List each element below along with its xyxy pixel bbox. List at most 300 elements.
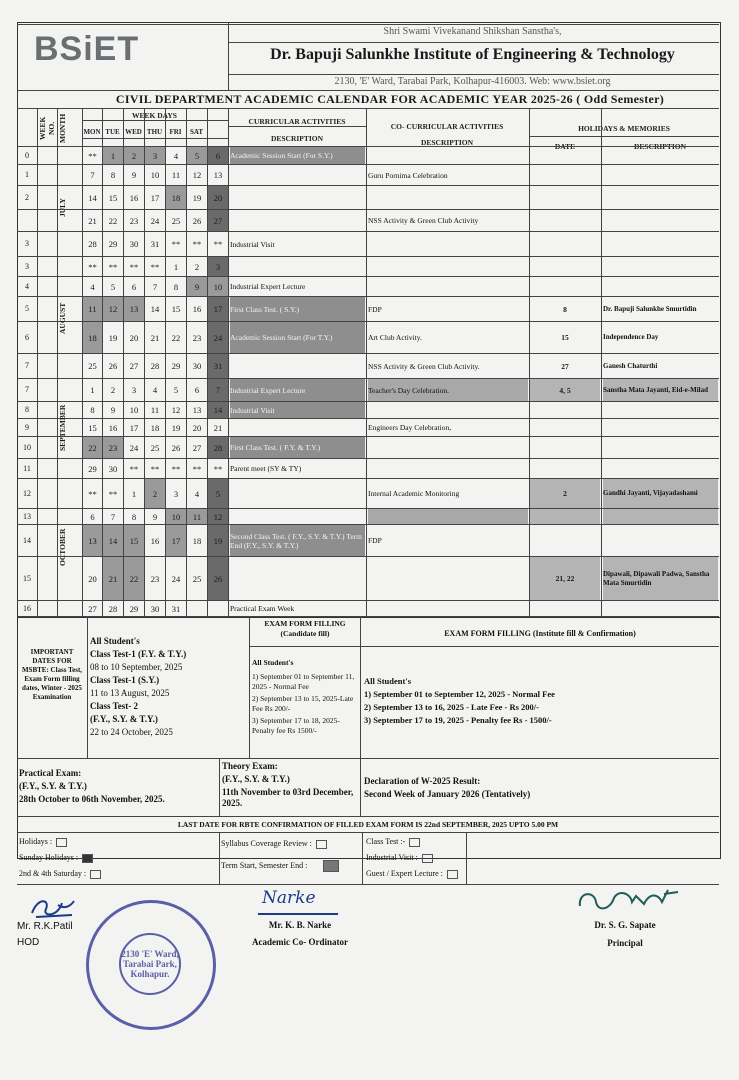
curricular-activity	[230, 419, 365, 436]
holiday-description	[603, 277, 718, 296]
co-curricular-activity: Teacher's Day Celebration.	[368, 379, 528, 401]
day-cell: 7	[90, 170, 95, 180]
day-cell: **	[213, 239, 223, 249]
holidays-swatch	[56, 838, 67, 847]
grid-line	[82, 120, 228, 121]
day-cell: 18	[150, 422, 160, 433]
day-cell: 5	[187, 147, 207, 164]
day-cell: 27	[192, 442, 202, 453]
ct1-sy: Class Test-1 (S.Y.)	[90, 675, 160, 685]
industrial-swatch	[422, 854, 433, 863]
day-cell: 20	[129, 332, 139, 343]
day-cell: **	[150, 261, 160, 272]
holiday-description	[603, 437, 718, 458]
day-cell: 9	[152, 511, 158, 522]
ct1-sy-date: 11 to 13 August, 2025	[90, 688, 170, 698]
week-number: 3	[25, 261, 29, 271]
grid-line	[82, 138, 228, 139]
day-cell: 14	[88, 192, 97, 203]
day-cell: 2	[110, 385, 116, 395]
day-cell: 8	[90, 405, 95, 415]
rule	[219, 758, 220, 816]
month-header: MONTH	[58, 113, 67, 143]
legend-holidays: Holidays :	[19, 836, 67, 847]
result-title: Declaration of W-2025 Result:	[364, 776, 481, 786]
holiday-description: Gandhi Jayanti, Vijayadashami	[603, 479, 718, 508]
day-cell: 15	[88, 422, 97, 433]
day-cell: 28	[88, 239, 97, 249]
holiday-date	[530, 459, 600, 478]
day-cell: **	[88, 150, 97, 161]
co-curricular-activity	[368, 186, 528, 209]
curricular-activity	[230, 186, 365, 209]
holiday-date	[530, 419, 600, 436]
day-header: TUE	[105, 128, 120, 136]
legend-sunday: Sunday Holidays :	[19, 852, 93, 863]
month-september: SEPTEMBER	[58, 404, 67, 451]
curricular-activity	[230, 509, 365, 524]
week-number: 13	[23, 511, 31, 521]
day-cell: 5	[173, 385, 179, 395]
day-cell: 2	[145, 479, 165, 508]
day-cell: 23	[150, 573, 160, 584]
week-number: 3	[25, 239, 29, 248]
day-cell: 7	[208, 379, 228, 401]
co-curricular-activity: FDP	[368, 536, 382, 545]
holiday-description: Dipawali, Dipawali Padwa, Sanstha Mata Smurtidin	[603, 557, 718, 600]
day-cell: 17	[166, 525, 186, 556]
day-header: MON	[83, 128, 101, 136]
day-cell: 20	[88, 573, 97, 584]
date-header: DATE	[554, 142, 576, 151]
day-cell: 2	[124, 147, 144, 164]
holiday-date	[530, 525, 600, 556]
day-header: SAT	[189, 128, 204, 136]
curricular-activity	[230, 557, 365, 600]
day-cell: 14	[103, 525, 123, 556]
week-number: 8	[25, 405, 29, 414]
holiday-description	[603, 459, 718, 478]
day-cell: 9	[187, 277, 207, 296]
week-number: 11	[23, 463, 31, 473]
form-candidate-students: All Student's	[252, 658, 294, 667]
day-cell: 1	[90, 385, 95, 395]
day-cell: 22	[83, 437, 102, 458]
day-cell: 8	[131, 511, 137, 522]
holiday-date	[530, 277, 600, 296]
day-cell: 7	[152, 281, 158, 292]
form-candidate-1: 1) September 01 to September 11, 2025 - Normal Fee	[252, 672, 355, 691]
sunday-swatch	[82, 854, 93, 863]
day-cell: 6	[208, 147, 228, 164]
calendar-title: CIVIL DEPARTMENT ACADEMIC CALENDAR FOR ACADEMIC YEAR 2025-26 ( Odd Semester)	[115, 92, 665, 106]
principal-role: Principal	[607, 938, 643, 948]
principal-name: Dr. S. G. Sapate	[594, 920, 656, 930]
day-cell: 28	[108, 603, 118, 614]
holiday-date	[530, 147, 600, 164]
curricular-activity: First Class Test. ( S.Y.)	[230, 297, 365, 321]
day-cell: 30	[108, 463, 118, 474]
rule	[219, 832, 220, 884]
co-curricular-activity	[368, 509, 528, 524]
co-curricular-activity: NSS Activity & Green Club Activity.	[368, 361, 480, 371]
holiday-description: Dr. Bapuji Salunkhe Smurtidin	[603, 304, 697, 313]
rule	[466, 832, 467, 884]
principal-signature	[574, 884, 684, 924]
rule	[17, 24, 719, 25]
day-cell: 10	[129, 405, 139, 415]
holiday-description	[603, 232, 718, 256]
holiday-description	[603, 210, 718, 231]
rule	[249, 646, 719, 647]
holiday-description-header: DESCRIPTION	[633, 142, 687, 151]
curricular-activity: Parent meet (SY & TY)	[230, 464, 302, 473]
theory-date: 11th November to 03rd December, 2025.	[222, 787, 354, 808]
co-description-header: DESCRIPTION	[420, 138, 474, 147]
day-cell: **	[108, 488, 118, 499]
day-cell: 6	[131, 281, 137, 292]
legend-guest: Guest / Expert Lecture :	[366, 868, 458, 879]
hod-name: Mr. R.K.Patil	[17, 921, 73, 932]
day-cell: **	[213, 463, 223, 474]
day-cell: 7	[110, 511, 116, 522]
day-cell: 29	[129, 603, 139, 614]
form-candidate-title: EXAM FORM FILLING (Candidate fill)	[264, 619, 346, 638]
day-cell: 17	[129, 422, 139, 433]
day-cell: **	[171, 463, 181, 474]
day-cell: 27	[129, 361, 139, 371]
rule	[228, 42, 719, 43]
college-logo: BSiET	[34, 30, 140, 68]
holiday-description	[603, 509, 718, 524]
day-cell: 4	[173, 150, 179, 161]
holiday-date: 8	[563, 304, 567, 314]
college-name: Dr. Bapuji Salunkhe Institute of Engineering & Technology	[270, 46, 675, 63]
day-cell: 24	[150, 215, 160, 226]
day-cell: 10	[166, 509, 186, 524]
day-cell: 15	[124, 525, 144, 556]
day-cell: 22	[124, 557, 144, 600]
co-curricular-activity: Art Club Activity.	[368, 333, 422, 342]
day-cell: 20	[192, 422, 202, 433]
holiday-date	[530, 601, 600, 616]
co-curricular-activity	[368, 459, 528, 478]
day-cell: 13	[192, 405, 202, 415]
curricular-activity: Second Class Test. ( F.Y., S.Y. & T.Y.) Term End (F.Y., S.Y. & T.Y.)	[230, 525, 365, 556]
week-number: 7	[25, 385, 29, 394]
curricular-activity: Industrial Expert Lecture	[230, 379, 365, 401]
curricular-activity	[230, 210, 365, 231]
day-cell: 30	[192, 361, 202, 371]
curricular-activity: Practical Exam Week	[230, 604, 295, 613]
trust-name: Shri Swami Vivekanand Shikshan Sanstha's,	[383, 26, 562, 37]
day-cell: 28	[150, 361, 160, 371]
holiday-description: Independence Day	[603, 333, 659, 341]
holiday-date	[530, 232, 600, 256]
day-cell: 5	[110, 281, 116, 292]
holiday-date: 2	[530, 479, 600, 508]
hod-role: HOD	[17, 937, 40, 948]
day-cell: 10	[208, 277, 228, 296]
holiday-date	[530, 437, 600, 458]
day-cell: 11	[171, 170, 181, 180]
curricular-header: CURRICULAR ACTIVITIES	[248, 117, 346, 126]
seal-center: 2130 'E' Ward, Tarabai Park, Kolhapur.	[119, 933, 181, 995]
ct1-fyty-date: 08 to 10 September, 2025	[90, 662, 183, 672]
day-cell: 4	[194, 488, 200, 499]
week-days-header: WEEK DAYS	[132, 111, 177, 120]
day-cell: **	[88, 488, 97, 499]
curricular-description-header: DESCRIPTION	[270, 134, 324, 143]
day-header: FRI	[169, 128, 182, 136]
holiday-date	[530, 186, 600, 209]
practical-title: Practical Exam:	[19, 768, 82, 778]
holiday-description: Ganesh Chaturthi	[603, 361, 658, 370]
co-curricular-activity	[368, 402, 528, 418]
co-curricular-activity	[368, 601, 528, 616]
day-cell: 20	[208, 186, 228, 209]
day-cell: 3	[131, 385, 137, 395]
week-number	[17, 209, 37, 231]
week-number: 5	[25, 304, 29, 313]
co-curricular-activity	[368, 557, 528, 600]
day-cell: 13	[124, 297, 144, 321]
day-cell: 14	[150, 304, 160, 314]
day-cell: 4	[152, 385, 158, 395]
day-cell: 21	[213, 422, 223, 433]
day-cell: 16	[108, 422, 118, 433]
day-cell: 23	[103, 437, 123, 458]
week-number: 12	[23, 488, 31, 498]
day-cell: 22	[108, 215, 118, 226]
legend-saturday: 2nd & 4th Saturday :	[19, 868, 101, 879]
week-number: 9	[25, 422, 29, 432]
guest-swatch	[447, 870, 458, 879]
day-cell: 26	[171, 442, 181, 453]
ct2: Class Test- 2	[90, 701, 139, 711]
day-cell: 28	[208, 437, 228, 458]
day-cell	[187, 601, 207, 616]
curricular-activity: Industrial Visit	[230, 239, 275, 249]
day-cell: 9	[110, 405, 116, 415]
coordinator-signature: Narke	[262, 888, 316, 908]
holiday-description	[603, 186, 718, 209]
curricular-activity	[230, 257, 365, 276]
co-curricular-activity: Guru Pornima Celebration	[368, 170, 448, 180]
form-institute-title: EXAM FORM FILLING (Institute fill & Confirmation)	[444, 629, 636, 638]
term-swatch	[323, 860, 339, 872]
rule	[362, 832, 363, 884]
day-cell: 24	[129, 442, 139, 453]
week-number: 4	[25, 281, 29, 291]
co-curricular-activity	[368, 257, 528, 276]
day-cell: 9	[131, 170, 137, 180]
day-cell: 25	[150, 442, 160, 453]
day-cell: 24	[171, 573, 181, 584]
ct2-date: 22 to 24 October, 2025	[90, 727, 173, 737]
day-cell: 21	[103, 557, 123, 600]
co-curricular-activity	[368, 232, 528, 256]
month-july: JULY	[58, 198, 67, 217]
day-cell: 29	[108, 239, 118, 249]
holiday-description	[603, 525, 718, 556]
day-cell: 2	[194, 261, 200, 272]
day-cell: 13	[213, 170, 223, 180]
day-cell: 19	[108, 332, 118, 343]
day-cell: **	[129, 261, 139, 272]
grid-line	[228, 126, 366, 127]
day-cell: 10	[150, 170, 160, 180]
legend-term: Term Start, Semester End :	[221, 860, 339, 872]
signature-stroke	[258, 913, 338, 915]
week-no-header: WEEK NO.	[38, 116, 56, 140]
day-cell	[208, 601, 228, 616]
day-cell: 3	[173, 488, 179, 499]
day-cell: 25	[192, 573, 202, 584]
co-curricular-activity: NSS Activity & Green Club Activity	[368, 216, 479, 225]
day-cell: 16	[150, 535, 160, 546]
curricular-activity: Academic Session Start (For S.Y.)	[230, 147, 365, 164]
day-cell: **	[150, 463, 160, 474]
rule	[87, 616, 88, 758]
holiday-description	[603, 147, 718, 164]
curricular-activity	[230, 479, 365, 508]
day-cell: **	[88, 261, 97, 272]
day-cell: 19	[208, 525, 228, 556]
holiday-description	[603, 601, 718, 616]
curricular-activity: Academic Session Start (For T.Y.)	[230, 322, 365, 353]
day-cell: 12	[192, 170, 202, 180]
day-cell: 26	[208, 557, 228, 600]
curricular-activity: Industrial Expert Lecture	[230, 282, 306, 291]
co-curricular-activity	[368, 147, 528, 164]
holiday-date	[530, 165, 600, 185]
day-cell: 4	[90, 281, 95, 292]
day-cell: 19	[171, 422, 181, 433]
co-curricular-activity	[368, 277, 528, 296]
rule	[228, 74, 719, 75]
day-cell: 27	[208, 210, 228, 231]
legend-industrial: Industrial Visit :	[366, 852, 433, 863]
week-number: 6	[25, 332, 29, 342]
last-date-notice: LAST DATE FOR RBTE CONFIRMATION OF FILLED EXAM FORM IS 22nd SEPTEMBER, 2025 UPTO 5.00 PM	[177, 820, 559, 829]
holidays-header: HOLIDAYS & MEMORIES	[578, 124, 670, 133]
legend-class-test: Class Test :-	[366, 836, 420, 847]
curricular-activity	[230, 165, 365, 185]
form-candidate-3: 3) September 17 to 18, 2025-Penalty fee Rs 1500/-	[252, 716, 340, 735]
day-cell: 31	[208, 354, 228, 378]
day-cell: 24	[208, 322, 228, 353]
day-header	[207, 128, 228, 138]
week-number: 10	[23, 442, 31, 452]
class-test-swatch	[409, 838, 420, 847]
day-cell: 31	[171, 603, 181, 614]
form-institute-1: 1) September 01 to September 12, 2025 - Normal Fee	[364, 689, 555, 699]
day-cell: 17	[208, 297, 228, 321]
day-cell: 12	[171, 405, 181, 415]
month-august: AUGUST	[58, 302, 67, 334]
day-cell: 11	[83, 297, 102, 321]
day-cell: 17	[150, 192, 160, 203]
holiday-date: 4, 5	[530, 379, 600, 401]
day-cell: 27	[88, 603, 97, 614]
syllabus-swatch	[316, 840, 327, 849]
week-number: 1	[25, 170, 29, 179]
day-cell: 12	[208, 509, 228, 524]
day-cell: 18	[166, 186, 186, 209]
day-cell: **	[129, 463, 139, 474]
holiday-date: 27	[561, 361, 569, 371]
holiday-description	[603, 402, 718, 418]
day-cell: 19	[192, 192, 202, 203]
form-institute-2: 2) September 13 to 16, 2025 - Late Fee - Rs 200/-	[364, 702, 540, 712]
form-candidate-2: 2) September 13 to 15, 2025-Late Fee Rs 200/-	[252, 694, 354, 713]
day-cell: 14	[208, 402, 228, 418]
co-curricular-activity: Internal Academic Monitoring	[368, 489, 460, 498]
holiday-date: 21, 22	[530, 557, 600, 600]
coordinator-role: Academic Co- Ordinator	[252, 937, 348, 947]
holiday-description	[603, 165, 718, 185]
curricular-activity: Industrial Visit	[230, 402, 365, 418]
day-cell: 5	[208, 479, 228, 508]
day-cell: 21	[88, 215, 97, 226]
week-number: 14	[23, 535, 31, 545]
day-cell: 29	[171, 361, 181, 371]
week-number: 15	[23, 573, 31, 583]
coordinator-name: Mr. K. B. Narke	[268, 920, 332, 930]
rule	[17, 90, 719, 91]
day-cell: 16	[192, 304, 202, 314]
day-header: WED	[125, 128, 142, 136]
day-cell: 6	[194, 385, 200, 395]
co-curricular-activity	[368, 437, 528, 458]
day-cell: 12	[103, 297, 123, 321]
day-cell: **	[192, 463, 202, 474]
day-cell: 25	[88, 361, 97, 371]
day-cell: 25	[171, 215, 181, 226]
rule	[17, 832, 719, 833]
week-number: 2	[25, 192, 29, 202]
week-number: 16	[23, 603, 31, 613]
day-header: THU	[146, 128, 163, 136]
day-cell: 15	[108, 192, 118, 203]
holiday-date: 15	[561, 333, 569, 342]
legend-syllabus: Syllabus Coverage Review :	[221, 838, 327, 849]
holiday-description	[603, 257, 718, 276]
theory-who: (F.Y., S.Y. & T.Y.)	[222, 774, 290, 784]
class-test-students: All Student's	[90, 636, 140, 646]
day-cell: 23	[129, 215, 139, 226]
day-cell: **	[108, 261, 118, 272]
college-address: 2130, 'E' Ward, Tarabai Park, Kolhapur-416003. Web: www.bsiet.org	[334, 76, 611, 87]
day-cell: **	[171, 239, 181, 249]
day-cell: 11	[187, 509, 207, 524]
day-cell: 11	[150, 405, 160, 415]
theory-title: Theory Exam:	[222, 761, 278, 771]
rule	[17, 758, 719, 759]
holiday-description	[603, 419, 718, 436]
day-cell: 26	[108, 361, 118, 371]
day-cell: 21	[150, 332, 160, 343]
co-curricular-header: CO- CURRICULAR ACTIVITIES	[390, 122, 504, 131]
day-cell: 18	[192, 535, 202, 546]
month-october: OCTOBER	[58, 528, 67, 567]
holiday-description: Sanstha Mata Jayanti, Eid-e-Milad	[603, 379, 718, 401]
day-cell: 30	[129, 239, 139, 249]
saturday-swatch	[90, 870, 101, 879]
important-dates-label: IMPORTANT DATES FOR MSBTE: Class Test, Exam Form filling dates, Winter - 2025 Examination	[21, 648, 83, 701]
day-cell: 6	[90, 511, 95, 522]
